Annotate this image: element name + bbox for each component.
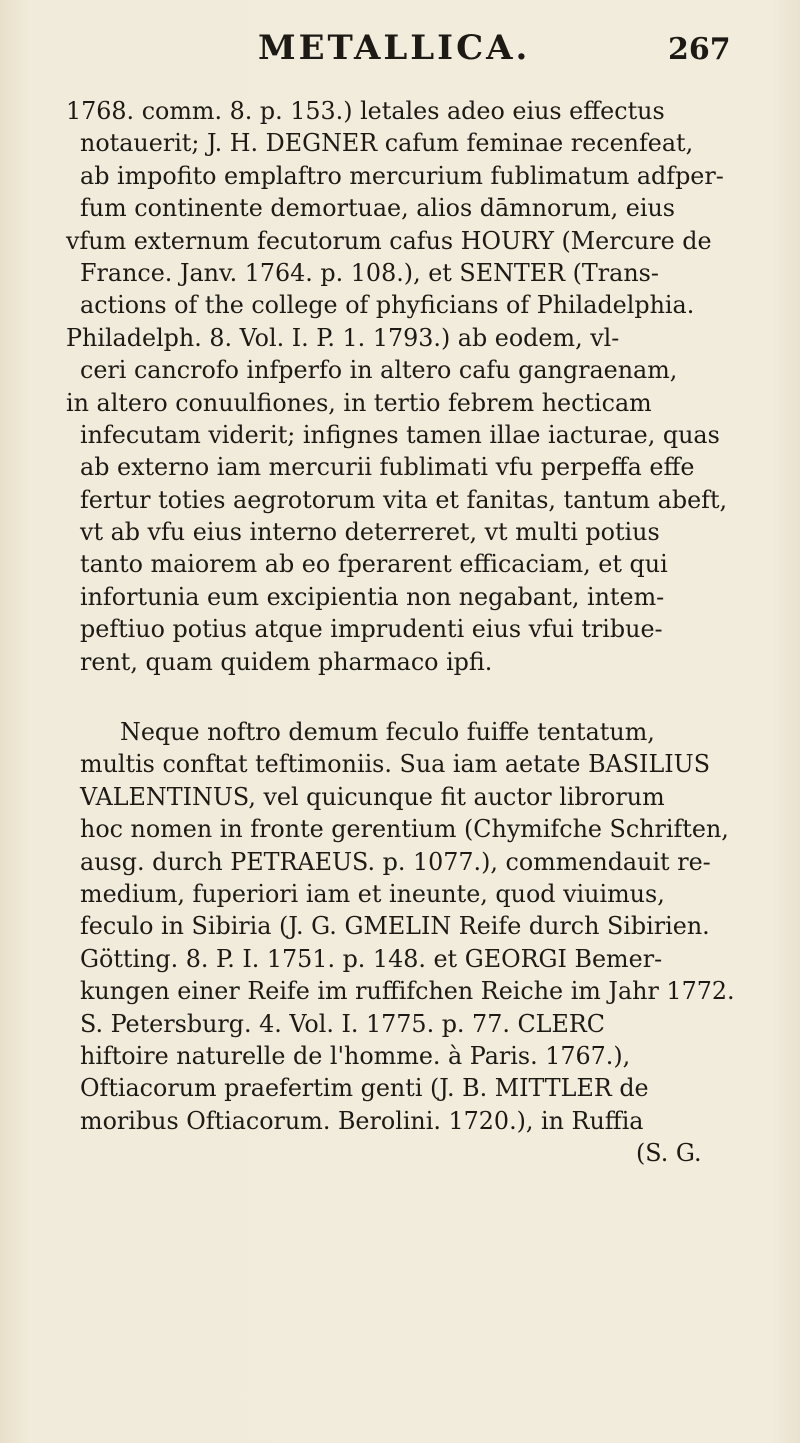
text-line: infortunia eum excipientia non negabant, intem- bbox=[80, 582, 665, 611]
page-number: 267 bbox=[668, 32, 731, 67]
running-title: METALLICA. bbox=[258, 28, 531, 68]
text-line: feculo in Sibiria (J. G. GMELIN Reife durch Sibirien. bbox=[80, 912, 710, 941]
text-line: Philadelph. 8. Vol. I. P. 1. 1793.) ab eodem, vl- bbox=[66, 323, 620, 352]
text-line: France. Janv. 1764. p. 108.), et SENTER (Trans- bbox=[80, 258, 659, 287]
text-line: Neque noftro demum feculo fuiffe tentatum, bbox=[120, 718, 655, 747]
text-line: tanto maiorem ab eo fperarent efficaciam, et qui bbox=[80, 550, 668, 579]
text-line: peftiuo potius atque imprudenti eius vfui tribue- bbox=[80, 615, 663, 644]
paragraph-gap bbox=[80, 678, 780, 716]
text-line: vfum externum fecutorum cafus HOURY (Mercure de bbox=[66, 226, 712, 255]
text-line: Oftiacorum praefertim genti (J. B. MITTLER de bbox=[80, 1074, 649, 1103]
text-line: notauerit; J. H. DEGNER cafum feminae recenfeat, bbox=[80, 129, 694, 158]
text-line: hoc nomen in fronte gerentium (Chymifche Schriften, bbox=[80, 815, 729, 844]
text-line: multis conftat teftimoniis. Sua iam aetate BASILIUS bbox=[80, 750, 711, 779]
text-line: infecutam viderit; infignes tamen illae iacturae, quas bbox=[80, 420, 720, 449]
text-line: rent, quam quidem pharmaco ipfi. bbox=[80, 647, 493, 676]
text-line: fum continente demortuae, alios dāmnorum, eius bbox=[80, 194, 676, 223]
text-line: actions of the college of phyficians of Philadelphia. bbox=[80, 291, 695, 320]
text-line: hiftoire naturelle de l'homme. à Paris. 1767.), bbox=[80, 1041, 631, 1070]
text-line: Götting. 8. P. I. 1751. p. 148. et GEORGI Bemer- bbox=[80, 944, 663, 973]
page-header bbox=[0, 28, 800, 78]
text-line: ab impofito emplaftro mercurium fublimatum adfper- bbox=[80, 161, 724, 190]
body-text bbox=[66, 95, 780, 1170]
text-line: fertur toties aegrotorum vita et fanitas, tantum abeft, bbox=[80, 485, 728, 514]
text-line: moribus Oftiacorum. Berolini. 1720.), in Ruffia bbox=[80, 1106, 644, 1135]
catchword: (S. G. bbox=[636, 1139, 702, 1168]
text-line: ab externo iam mercurii fublimati vfu perpeffa effe bbox=[80, 453, 695, 482]
text-line: ausg. durch PETRAEUS. p. 1077.), commendauit re- bbox=[80, 847, 711, 876]
text-line: medium, fuperiori iam et ineunte, quod viuimus, bbox=[80, 879, 665, 908]
text-line: VALENTINUS, vel quicunque fit auctor librorum bbox=[80, 782, 665, 811]
text-line: kungen einer Reife im ruffifchen Reiche im Jahr 1772. bbox=[80, 977, 735, 1006]
text-line: in altero conuulfiones, in tertio febrem hecticam bbox=[66, 388, 652, 417]
text-line: vt ab vfu eius interno deterreret, vt multi potius bbox=[80, 518, 660, 547]
text-line: 1768. comm. 8. p. 153.) letales adeo eius effectus bbox=[66, 97, 665, 125]
text-line: S. Petersburg. 4. Vol. I. 1775. p. 77. CLERC bbox=[80, 1009, 605, 1038]
text-line: ceri cancrofo infperfo in altero cafu gangraenam, bbox=[80, 356, 678, 385]
